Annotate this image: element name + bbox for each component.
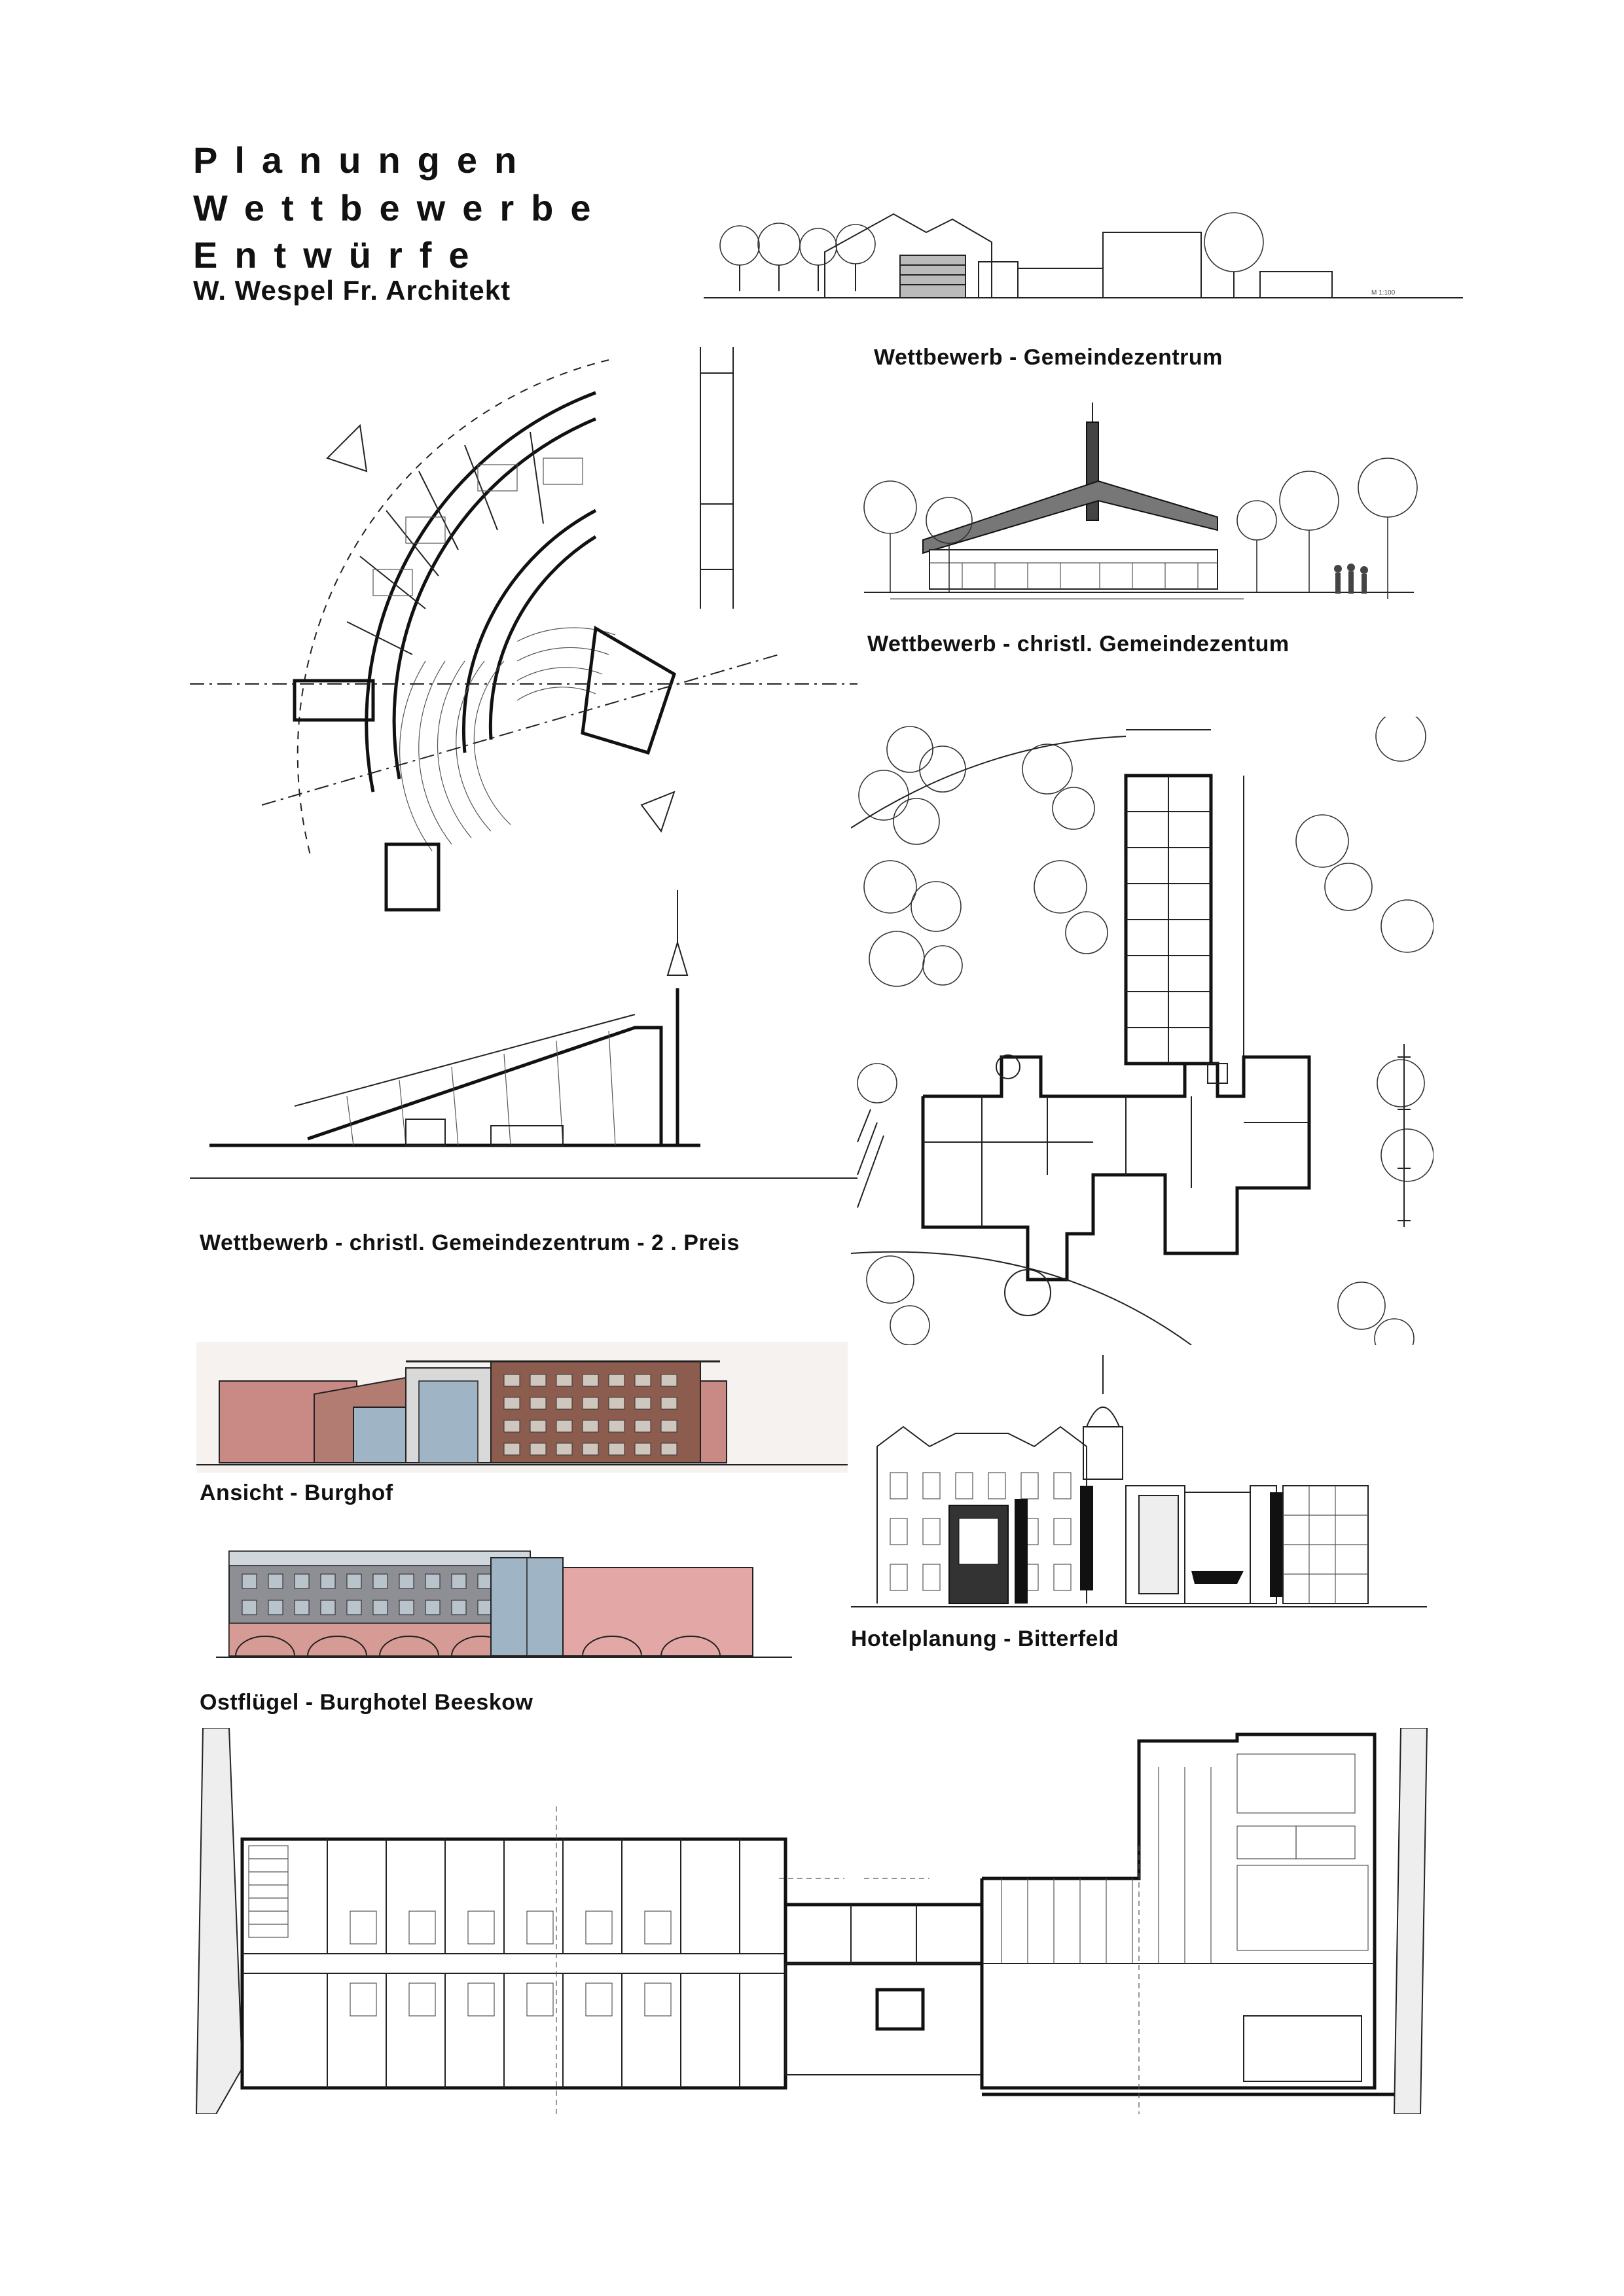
elevation-hotel-bitterfeld: [851, 1355, 1427, 1617]
caption-christl-2-preis: Wettbewerb - christl. Gemeindezentrum - 2 . Preis: [200, 1230, 740, 1255]
header-title-entwuerfe: Entwürfe: [193, 234, 486, 276]
caption-ansicht-burghof: Ansicht - Burghof: [200, 1480, 393, 1505]
elevation-gemeindezentrum: [704, 206, 1463, 304]
header-title-wettbewerbe: Wettbewerbe: [193, 187, 608, 228]
elevation-ostfluegel: [216, 1525, 792, 1662]
site-plan-hotel: [851, 717, 1434, 1345]
caption-hotel-bitterfeld: Hotelplanung - Bitterfeld: [851, 1626, 1119, 1651]
header-author: W. Wespel Fr. Architekt: [193, 275, 511, 306]
caption-gemeindezentrum: Wettbewerb - Gemeindezentrum: [874, 345, 1223, 370]
elevation-burghof: [196, 1342, 848, 1473]
perspective-christl-gemeindezentrum: [851, 403, 1427, 619]
caption-ostfluegel: Ostflügel - Burghotel Beeskow: [200, 1690, 533, 1715]
caption-christl-gemeindezentum: Wettbewerb - christl. Gemeindezentum: [867, 632, 1290, 656]
floor-plan-burghotel-beeskow: [190, 1728, 1434, 2114]
svg-text:M 1:100: M 1:100: [1371, 289, 1396, 296]
plan-christl-gemeindezentrum-2-preis: [190, 334, 857, 1198]
header-title-planungen: Planungen: [193, 139, 534, 181]
